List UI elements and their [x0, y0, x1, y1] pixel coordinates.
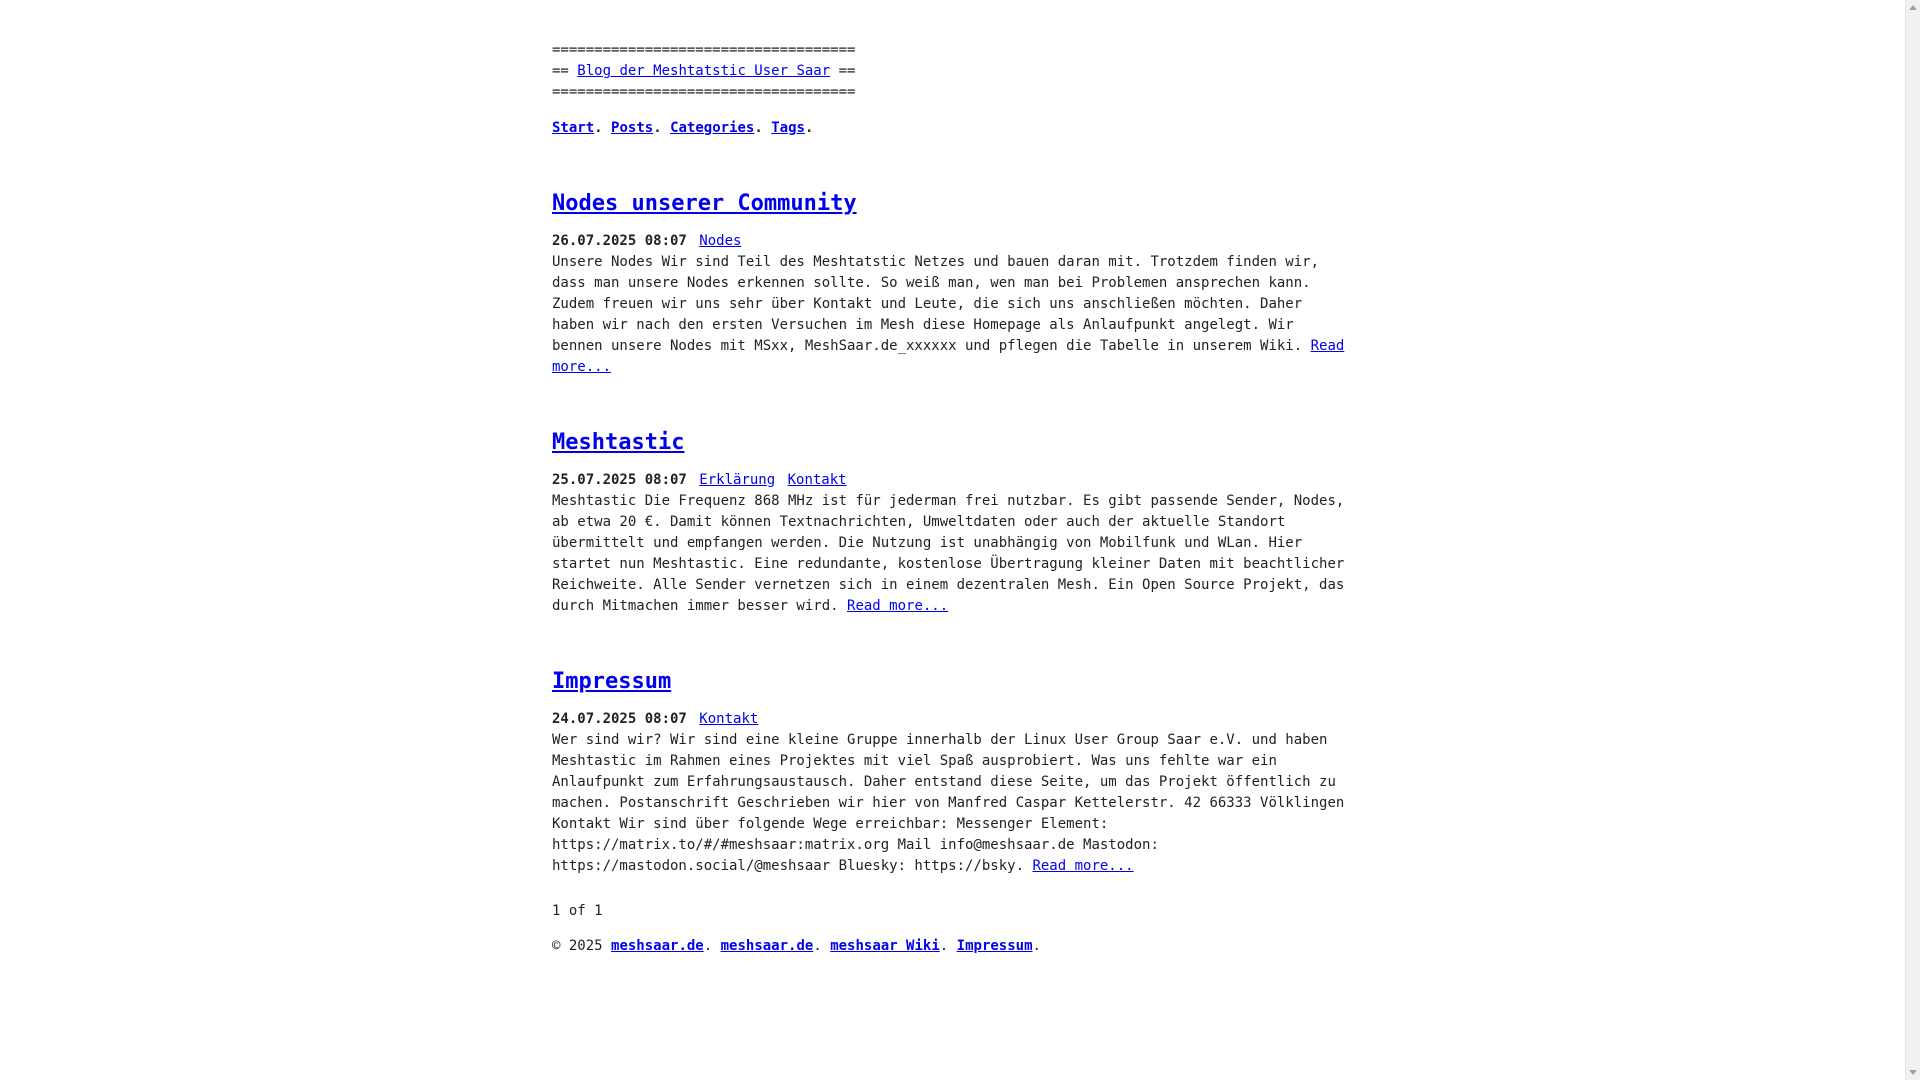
footer-link-impressum[interactable]: Impressum	[956, 938, 1033, 954]
banner-prefix: ==	[552, 63, 578, 79]
nav-separator: .	[594, 120, 603, 136]
main-nav	[552, 118, 1347, 139]
scroll-down-arrow-icon[interactable]	[1909, 1070, 1917, 1075]
nav-start[interactable]: Start	[552, 120, 595, 136]
banner-bottom-rule: ====================================	[552, 84, 856, 100]
post-excerpt-text: Wer sind wir? Wir sind eine kleine Gruppe innerhalb der Linux User Group Saar e.V. und haben Meshtastic im Rahmen eines Projektes mit viel Spaß ausprobiert. Was uns fehlte war ein Anlaufpunkt zum Erfahrungsaustausch. Daher entstand diese Seite, um das Projekt öffentlich zu machen. Postanschrift Geschrieben wir hier von Manfred Caspar Kettelerstr. 42 66333 Völklingen Kontakt Wir sind über folgende Wege erreichbar: Messenger Element: https://matrix.to/#/#meshsaar:matrix.org Mail info@meshsaar.de Mastodon: https://mastodon.social/@meshsaar Bluesky: https://bsky.	[552, 732, 1345, 874]
post-date: 26.07.2025 08:07	[552, 233, 687, 249]
post-meta	[552, 231, 1347, 252]
banner-title-line	[552, 61, 1347, 82]
post-meta	[552, 709, 1347, 730]
banner-suffix: ==	[830, 63, 856, 79]
pagination-count: 1 of 1	[552, 903, 603, 919]
read-more-link[interactable]: Read more...	[1032, 858, 1134, 874]
post-entry	[552, 429, 1347, 617]
post-date: 24.07.2025 08:07	[552, 711, 687, 727]
post-meta	[552, 470, 1347, 491]
post-excerpt	[552, 730, 1347, 877]
footer-link-meshsaar-2[interactable]: meshsaar.de	[720, 938, 814, 954]
post-title-link[interactable]: Meshtastic	[552, 430, 685, 455]
post-entry	[552, 668, 1347, 877]
post-excerpt-text: Meshtastic Die Frequenz 868 MHz ist für jederman frei nutzbar. Es gibt passende Sender, Nodes, ab etwa 20 €. Damit können Textnachrichten, Umweltdaten oder auch der aktuelle Standort übermittelt und empfangen werden. Die Nutzung ist unabhängig von Mobilfunk und WLan. Hier startet nun Meshtastic. Eine redundante, kostenlose Übertragung kleiner Daten mit beachtlicher Reichweite. Alle Sender vernetzen sich in einem dezentralen Mesh. Ein Open Source Projekt, das durch Mitmachen immer besser wird.	[552, 493, 1345, 614]
footer-link-meshsaar[interactable]: meshsaar.de	[611, 938, 704, 954]
post-tag-link[interactable]: Kontakt	[787, 472, 847, 488]
post-title-link[interactable]: Nodes unserer Community	[552, 191, 857, 216]
nav-separator: .	[804, 120, 814, 136]
read-more-link[interactable]: Read more...	[847, 598, 949, 614]
post-excerpt	[552, 491, 1347, 617]
post-tag-link[interactable]: Nodes	[699, 233, 742, 249]
page-content	[552, 40, 1347, 957]
footer-separator: .	[703, 938, 713, 954]
nav-tags[interactable]: Tags	[771, 120, 805, 136]
banner-top-rule: ====================================	[552, 42, 856, 58]
footer-separator: .	[1032, 938, 1041, 954]
nav-separator: .	[653, 120, 662, 136]
scroll-up-arrow-icon[interactable]	[1909, 5, 1917, 10]
post-entry	[552, 190, 1347, 378]
nav-separator: .	[754, 120, 763, 136]
read-more-link[interactable]: Read more...	[552, 338, 1345, 375]
footer-link-wiki[interactable]: meshsaar Wiki	[830, 938, 940, 954]
footer-copyright: © 2025	[552, 938, 603, 954]
post-tag-link[interactable]: Erklärung	[699, 472, 776, 488]
post-excerpt	[552, 252, 1347, 378]
site-banner	[552, 40, 1347, 103]
footer-separator: .	[813, 938, 822, 954]
post-title-link[interactable]: Impressum	[552, 669, 672, 694]
site-title-link[interactable]: Blog der Meshtatstic User Saar	[577, 63, 831, 79]
nav-categories[interactable]: Categories	[670, 120, 755, 136]
post-date: 25.07.2025 08:07	[552, 472, 687, 488]
vertical-scrollbar[interactable]	[1905, 0, 1920, 1080]
post-excerpt-text: Unsere Nodes Wir sind Teil des Meshtatstic Netzes und bauen daran mit. Trotzdem finden wir, dass man unsere Nodes erkennen sollte. So weiß man, wen man bei Problemen ansprechen kann. Zudem freuen wir uns sehr über Kontakt und Leute, die sich uns anschließen möchten. Daher haben wir nach den ersten Versuchen im Mesh diese Homepage als Anlaufpunkt angelegt. Wir bennen unsere Nodes mit MSxx, MeshSaar.de_xxxxxx und pflegen die Tabelle in unserem Wiki.	[552, 254, 1320, 354]
footer-separator: .	[939, 938, 949, 954]
site-footer	[552, 936, 1347, 957]
post-tag-link[interactable]: Kontakt	[699, 711, 759, 727]
nav-posts[interactable]: Posts	[611, 120, 654, 136]
